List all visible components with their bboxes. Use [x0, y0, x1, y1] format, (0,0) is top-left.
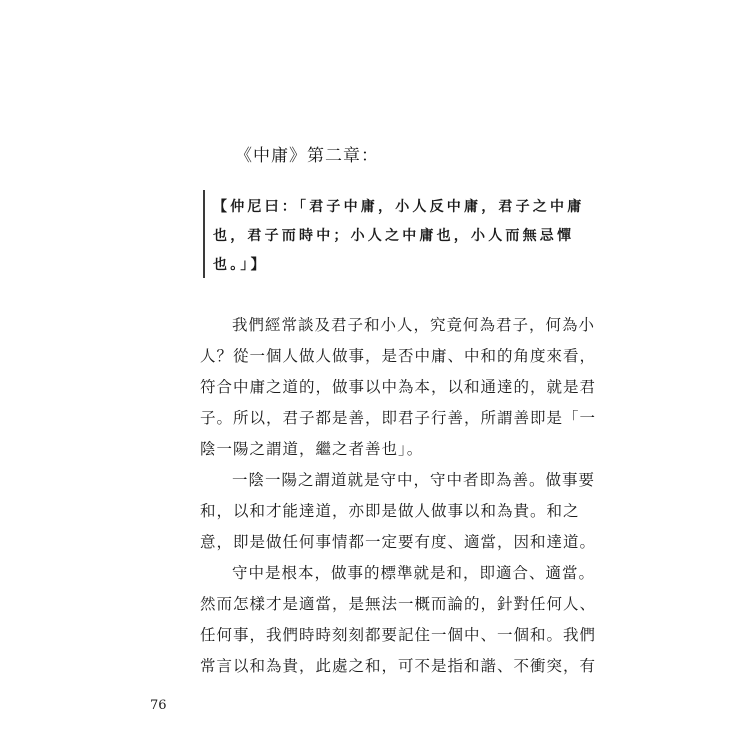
paragraph-line: 我們經常談及君子和小人，究竟何為君子，何為小 — [232, 316, 596, 334]
paragraph-line: 符合中庸之道的，做事以中為本，以和通達的，就是君 — [200, 378, 597, 396]
paragraph-line: 子。所以，君子都是善，即君子行善，所謂善即是「一 — [200, 409, 597, 427]
quote-vertical-rule — [203, 190, 205, 278]
paragraph-line: 陰一陽之謂道，繼之者善也」。 — [200, 440, 424, 458]
page-number: 76 — [150, 698, 167, 713]
paragraph-line: 一陰一陽之謂道就是守中，守中者即為善。做事要 — [232, 471, 596, 489]
quotation-block — [213, 193, 585, 280]
chapter-heading: 《中庸》第二章： — [235, 146, 379, 166]
quote-line: 也。」】 — [213, 257, 268, 273]
paragraph-line: 然而怎樣才是適當，是無法一概而論的，針對任何人、 — [200, 595, 597, 613]
paragraph-line: 任何事，我們時時刻刻都要記住一個中、一個和。我們 — [200, 626, 597, 644]
quote-line: 【仲尼曰：「君子中庸，小人反中庸，君子之中庸 — [213, 199, 585, 215]
paragraph-line: 常言以和為貴，此處之和，可不是指和諧、不衝突，有 — [200, 657, 597, 675]
quote-line: 也，君子而時中；小人之中庸也，小人而無忌憚 — [213, 228, 575, 244]
paragraph-line: 人？從一個人做人做事，是否中庸、中和的角度來看， — [200, 347, 597, 365]
paragraph-line: 守中是根本，做事的標準就是和，即適合、適當。 — [232, 564, 596, 582]
paragraph-line: 意，即是做任何事情都一定要有度、適當，因和達道。 — [200, 533, 597, 551]
paragraph-line: 和，以和才能達道，亦即是做人做事以和為貴。和之 — [200, 502, 580, 520]
body-paragraphs — [200, 310, 597, 682]
